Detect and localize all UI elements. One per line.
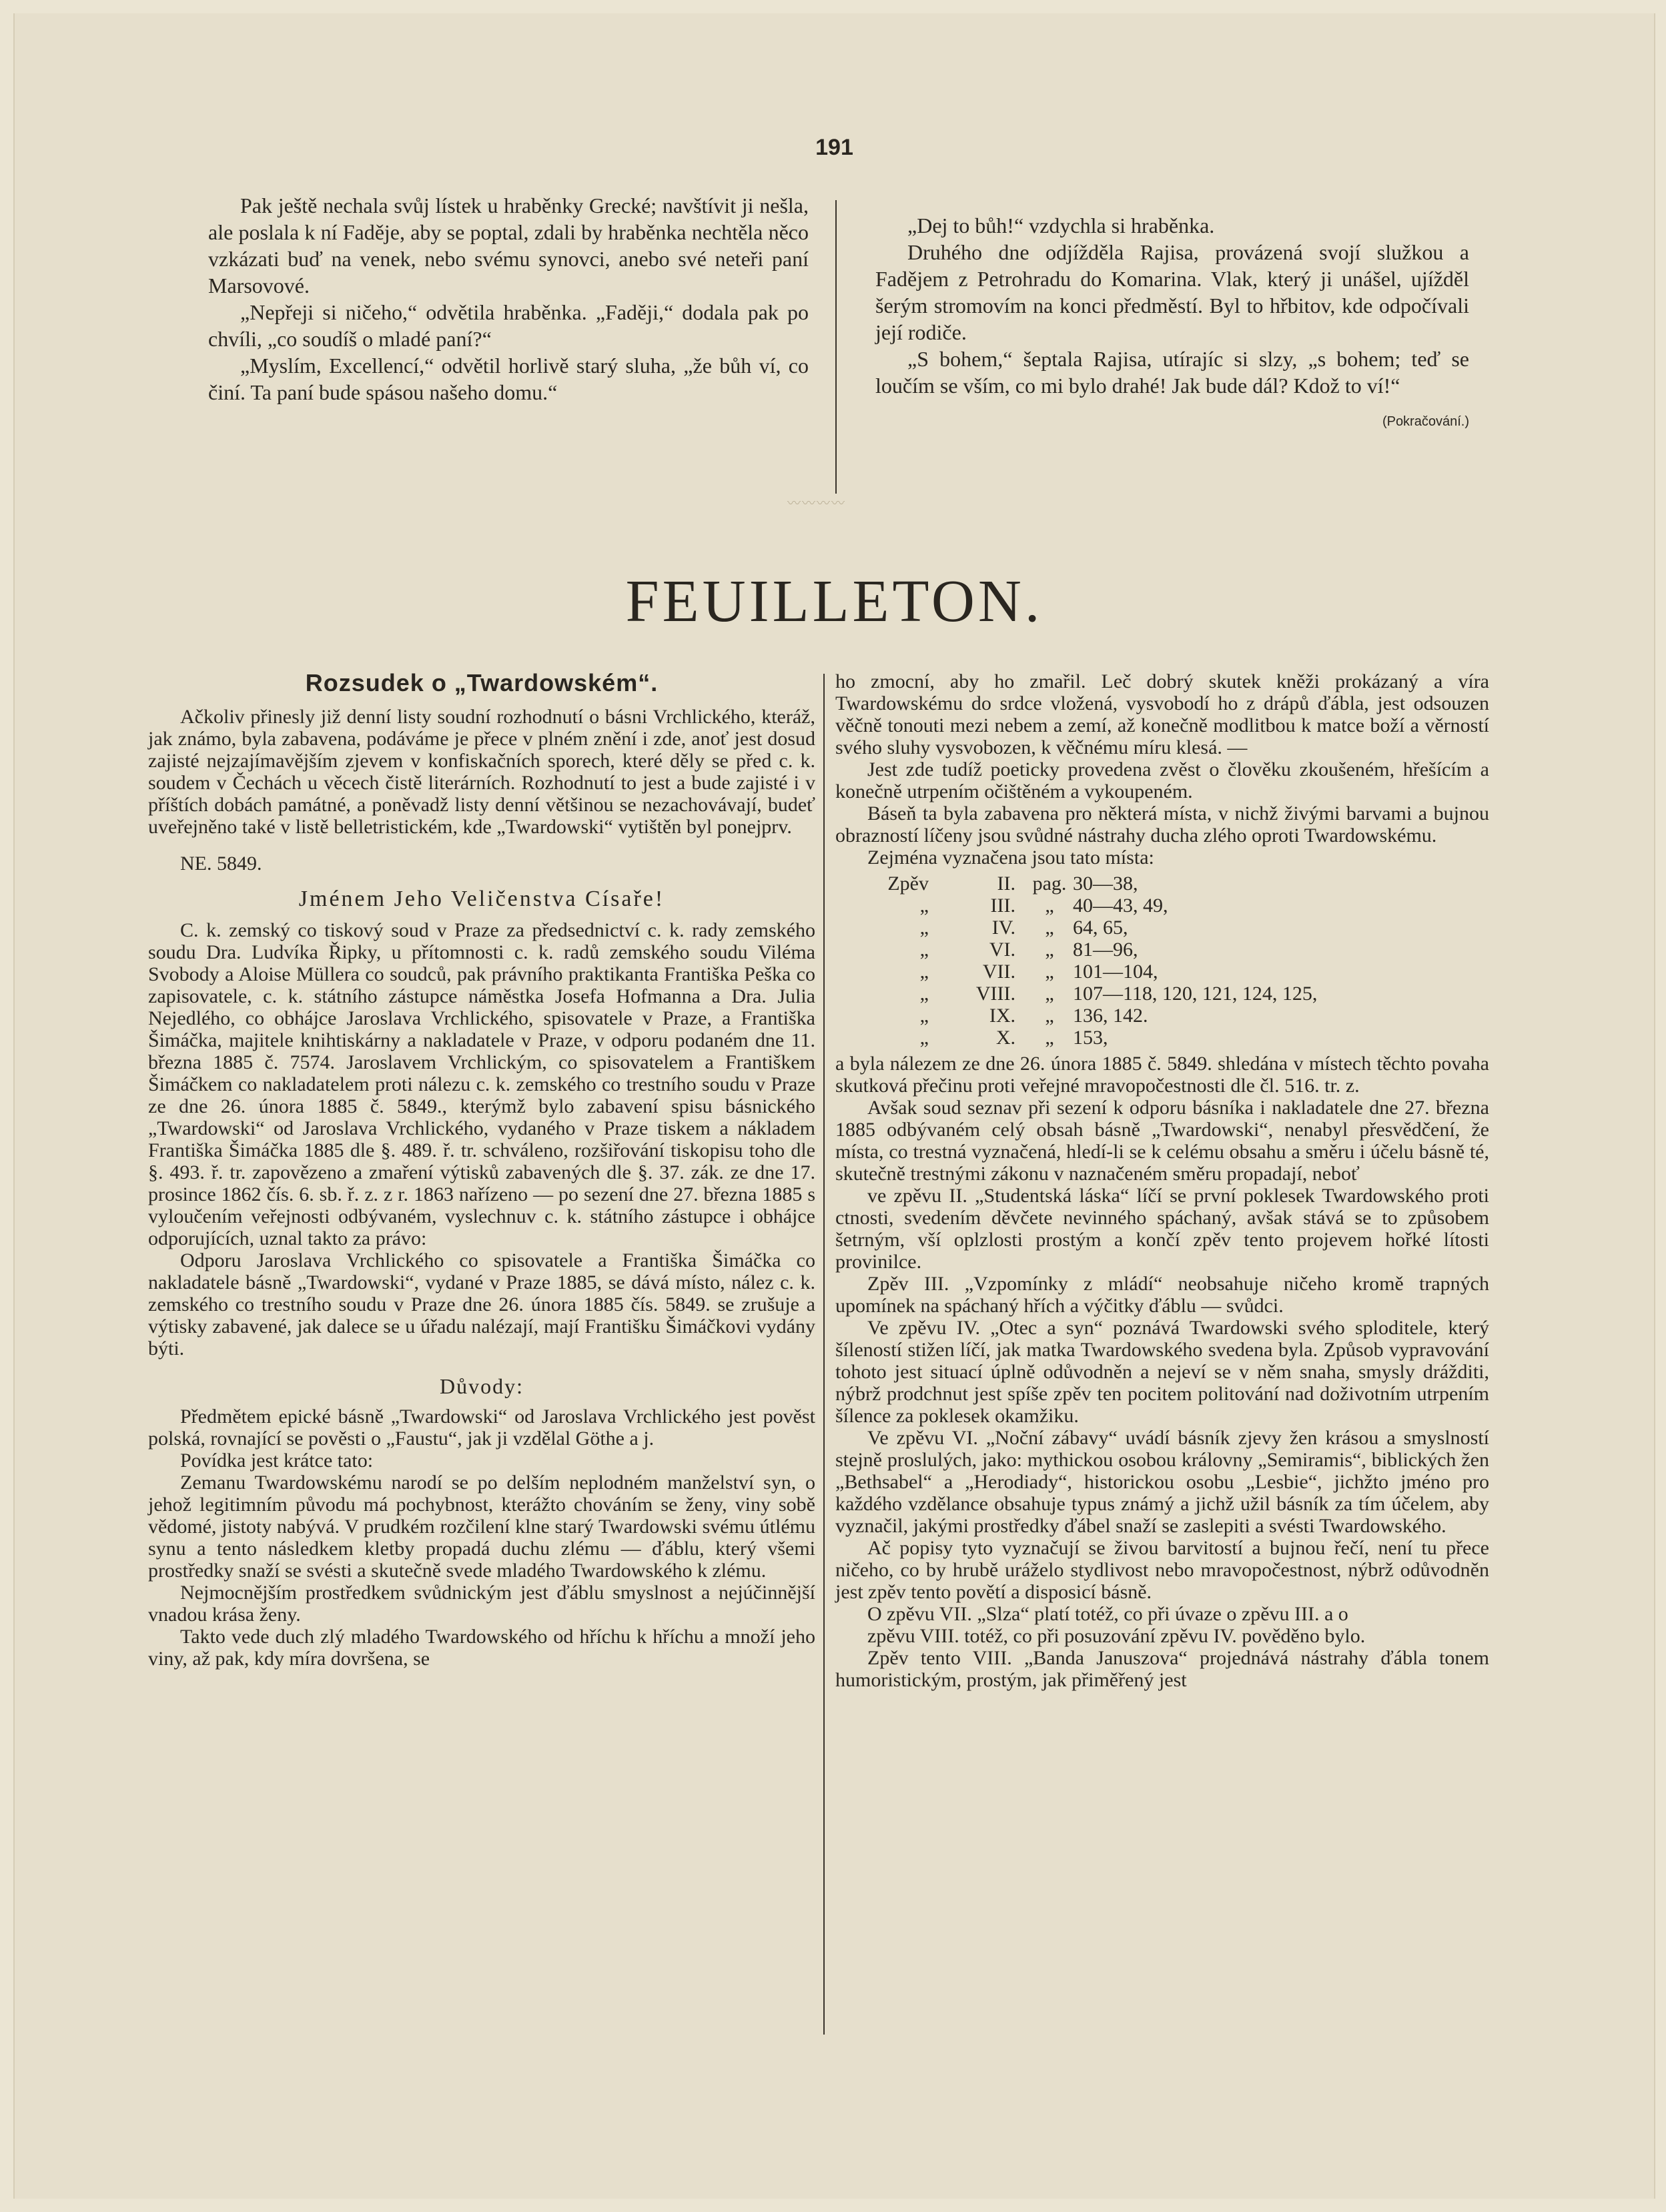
list-lead: „: [919, 961, 929, 983]
list-lead: „: [919, 939, 929, 961]
story-paragraph: „Myslím, Excellencí,“ odvětil horlivě starý sluha, „že bůh ví, co činí. Ta paní bude spásou našeho domu.“: [208, 354, 809, 404]
canto-number: IV.: [991, 917, 1015, 939]
story-paragraph: Druhého dne odjížděla Rajisa, provázená svojí služkou a Fadějem z Petrohradu do Komarina. Vlak, který ji unášel, ujížděl šerým stromovím na konci předměstí. Byl to hřbitov, kde odpočívali její rodiče.: [875, 240, 1469, 344]
section-title: FEUILLETON.: [625, 568, 1044, 634]
list-item: [835, 895, 1489, 917]
reasons-paragraph: Nejmocnějším prostředkem svůdnickým jest ďáblu smyslnost a nejúčinnější vnadou krása ženy.: [148, 1582, 815, 1626]
page-refs: 101—104,: [1073, 961, 1158, 983]
story-right-column: [875, 212, 1469, 435]
page-refs: 30—38,: [1073, 873, 1138, 895]
list-lead: „: [919, 895, 929, 917]
list-item: [835, 1005, 1489, 1027]
story-paragraph: Pak ještě nechala svůj lístek u hraběnky Grecké; navštívit ji nešla, ale poslala k ní Faděje, aby se poptal, zdali by hraběnka nechtěla něco vzkázati buď na venek, nebo svému synovci, anebo své neteři paní Marsovové.: [208, 193, 809, 298]
story-paragraph: „S bohem,“ šeptala Rajisa, utírajíc si slzy, „s bohem; teď se loučím se vším, co mi bylo drahé! Jak bude dál? Kdož to ví!“: [875, 347, 1469, 398]
article-paragraph: Zpěv tento VIII. „Banda Januszova“ projednává nástrahy ďábla tonem humoristickým, prostým, jak přiměřený jest: [835, 1647, 1489, 1691]
list-sep: „: [1045, 961, 1054, 983]
article-paragraph: Báseň ta byla zabavena pro některá místa, v nichž živými barvami a bujnou obrazností líčeny jsou svůdné nástrahy ducha zlého oproti Twardowskému.: [835, 802, 1489, 847]
article-paragraph: zpěvu VIII. totéž, co při posuzování zpěvu IV. pověděno bylo.: [867, 1625, 1366, 1647]
page-refs: 40—43, 49,: [1073, 895, 1168, 917]
list-item: [835, 917, 1489, 939]
list-lead: „: [919, 983, 929, 1005]
article-paragraph: ho zmocní, aby ho zmařil. Leč dobrý skutek kněži prokázaný a víra Twardowskému do srdce vložená, vysvobodí ho z drápů ďábla, jest odsouzen věčně tonouti mezi nebem a zemí, až konečně modlitbou k matce boží a věrností svého sluhy vysvobozen, k věčnému míru klesá. —: [835, 670, 1489, 758]
article-title: Rozsudek o „Twardowském“.: [305, 669, 659, 696]
canto-number: VI.: [989, 939, 1015, 961]
canto-number: X.: [995, 1027, 1015, 1049]
reasons-paragraph: Předmětem epické básně „Twardowski“ od Jaroslava Vrchlického jest pověst polská, rovnající se pověsti o „Faustu“, jak ji vzdělal Göthe a j.: [148, 1406, 815, 1450]
article-paragraph: Zpěv III. „Vzpomínky z mládí“ neobsahuje ničeho kromě trapných upomínek na spáchaný hřích a výčitky ďáblu — svůdci.: [835, 1273, 1489, 1317]
verdict-paragraph: C. k. zemský co tiskový soud v Praze za předsednictví c. k. rady zemského soudu Dra. Ludvíka Řipky, u přítomnosti c. k. radů zemského soudu Viléma Svobody a Aloise Müllera co soudců, pak právního praktikanta Františka Peška co zapisovatele, c. k. státního zástupce náměstka Josefa Hofmanna a Dra. Julia Nejedlého, co obhájce Jaroslava Vrchlického, spisovatele v Praze, a Františka Šimáčka, majitele knihtiskárny a nakladatele v Praze, v odporu podaném dne 11. března 1885 č. 7574. Jaroslavem Vrchlickým, co spisovatelem a Františkem Šimáčkem co nakladatelem proti nálezu c. k. zemského co trestního soudu v Praze ze dne 26. února 1885 č. 5849., kterýmž bylo zabavení spisu básnického „Twardowski“ od Jaroslava Vrchlického, vydaného v Praze tiskem a nákladem Františka Šimáčka 1885 dle §. 489. ř. tr. schváleno, rozšiřování tiskopisu toho dle §. 493. ř. tr. zapovězeno a zmaření výtisků zabavených dle §. 37. zák. ze dne 17. prosince 1862 čís. 6. sb. ř. z. z r. 1863 nařízeno — po sezení dne 27. března 1885 s vyloučením veřejnosti odbývaném, vyslechnuv c. k. státního zástupce i obhájce odporujících, uznal takto za právo:: [148, 919, 815, 1249]
list-lead: Zpěv: [887, 873, 929, 895]
canto-number: IX.: [989, 1005, 1015, 1027]
reasons-paragraph: Takto vede duch zlý mladého Twardowského od hříchu k hříchu a množí jeho viny, až pak, kdy míra dovršena, se: [148, 1626, 815, 1670]
wavy-ornament-divider: 〰〰〰〰: [787, 496, 846, 511]
page-refs: 136, 142.: [1073, 1005, 1148, 1027]
column-divider-bottom: [823, 674, 825, 2035]
page-number: 191: [815, 135, 853, 160]
page-refs: 107—118, 120, 121, 124, 125,: [1073, 983, 1318, 1005]
article-paragraph: Zejména vyznačena jsou tato místa:: [867, 847, 1154, 869]
list-sep: „: [1045, 939, 1054, 961]
canto-number: III.: [990, 895, 1015, 917]
canto-number: II.: [997, 873, 1015, 895]
page-refs: 81—96,: [1073, 939, 1138, 961]
list-sep: „: [1045, 1005, 1054, 1027]
newspaper-page: [13, 13, 1655, 2199]
reasons-heading: Důvody:: [440, 1374, 524, 1398]
list-sep: „: [1045, 895, 1054, 917]
article-paragraph: Ač popisy tyto vyznačují se živou barvitostí a bujnou řečí, není tu přece ničeho, co by hrubě uráželo stydlivost nebo mravopočestnost, nýbrž odůvodněn jest zpěv tento povětí a disposicí básně.: [835, 1537, 1489, 1603]
list-lead: „: [919, 1027, 929, 1049]
list-item: [835, 1027, 1489, 1049]
article-paragraph: ve zpěvu II. „Studentská láska“ líčí se první poklesek Twardowského proti ctnosti, svedením děvčete nevinného spáchaný, avšak stává se to způsobem šetrným, vší oplzlosti prostým a končí zpěv tento projevem hořké lítosti provinilce.: [835, 1185, 1489, 1273]
article-left-column: [148, 667, 815, 1670]
list-item: [835, 939, 1489, 961]
article-paragraph: Ve zpěvu IV. „Otec a syn“ poznává Twardowski svého sploditele, který šíleností stižen líčí, jak matka Twardowského svedena byla. Způsob vypravování tohoto jest situací úplně odůvodněn a nejeví se v něm snaha, smysly drážditi, nýbrž prodchnut jest spíše zpěv ten pocitem politování nad doživotním utrpením šílence za poklesek okamžiku.: [835, 1317, 1489, 1427]
list-item: [835, 983, 1489, 1005]
story-paragraph: „Dej to bůh!“ vzdychla si hraběnka.: [907, 213, 1215, 237]
column-divider-top: [835, 200, 837, 494]
reasons-paragraph: Povídka jest krátce tato:: [180, 1450, 374, 1472]
article-paragraph: Avšak soud seznav při sezení k odporu básníka i nakladatele dne 27. března 1885 odbývaném celý obsah básně „Twardowski“, nenabyl přesvědčení, že místa, co trestná vyznačená, hledí-li se k celému obsahu a směru i účelu básně té, skutečně trestnými zákonu v naznačeném směru propadají, neboť: [835, 1097, 1489, 1185]
list-sep: „: [1045, 983, 1054, 1005]
canto-number: VIII.: [975, 983, 1015, 1005]
page-refs: 153,: [1073, 1027, 1108, 1049]
verdict-paragraph: Odporu Jaroslava Vrchlického co spisovatele a Františka Šimáčka co nakladatele básně „Twardowski“, vydané v Praze 1885, se dává místo, nález c. k. zemského co trestního soudu v Praze dne 26. února 1885 čís. 5849. se zrušuje a výtisky zabavené, jak dalece se u úřadu nalézají, mají Františku Šimáčkovi vydány býti.: [148, 1249, 815, 1359]
list-item: [835, 873, 1489, 895]
list-sep: „: [1045, 1027, 1054, 1049]
story-paragraph: „Nepřeji si ničeho,“ odvětila hraběnka. „Faději,“ dodala pak po chvíli, „co soudíš o mladé paní?“: [208, 300, 809, 351]
article-intro: Ačkoliv přinesly již denní listy soudní rozhodnutí o básni Vrchlického, kteráž, jak známo, byla zabavena, podáváme je přece v plném znění i zde, anoť jest dosud zajisté nejzajímavějším zjevem v konfiskačních sporech, které děly se před c. k. soudem v Čechách u věcech čistě literárních. Rozhodnutí to jest a bude zajisté i v příštích dobách památné, a poněvadž listy denní většinou se nezachovávají, budeť uveřejněno také v listě belletristickém, kde „Twardowski“ vytištěn byl ponejprv.: [148, 706, 815, 838]
canto-number: VII.: [982, 961, 1015, 983]
page-refs: 64, 65,: [1073, 917, 1128, 939]
reasons-paragraph: Zemanu Twardowskému narodí se po delším neplodném manželství syn, o jehož legitimním původu má pochybnost, kterážto chováním se ženy, viny sobě vědomé, jistoty nabývá. V prudkém rozčilení klne starý Twardowski svému útlému synu a tento následkem kletby propadá duchu zlému — ďáblu, který všemi prostředky snaží se svésti a skutečně svede mladého Twardowského k zlému.: [148, 1472, 815, 1582]
article-right-column: [835, 670, 1489, 1691]
verdict-heading: Jménem Jeho Veličenstva Císaře!: [298, 887, 665, 911]
article-paragraph: a byla nálezem ze dne 26. února 1885 č. 5849. shledána v místech těchto povaha skutková přečinu proti veřejné mravopočestnosti dle čl. 516. tr. z.: [835, 1053, 1489, 1097]
continuation-note: (Pokračování.): [1382, 414, 1469, 429]
list-item: [835, 961, 1489, 983]
cited-places-list: [835, 873, 1489, 1049]
case-number: NE. 5849.: [180, 853, 262, 875]
list-lead: „: [919, 1005, 929, 1027]
article-paragraph: Jest zde tudíž poeticky provedena zvěst o člověku zkoušeném, hřešícím a konečně utrpením očištěném a vykoupeném.: [835, 758, 1489, 802]
list-sep: „: [1045, 917, 1054, 939]
list-lead: „: [919, 917, 929, 939]
article-paragraph: Ve zpěvu VI. „Noční zábavy“ uvádí básník zjevy žen krásou a smyslností stejně proslulých, jako: mythickou osobou královny „Semiramis“, biblických žen „Bethsabel“ a „Herodiady“, historickou osobu „Lesbie“, jichžto jméno pro každého vzdělance obsahuje typus známý a jichž užil básník za tím účelem, aby vyznačil, jakými prostředky ďábel snaží se zaslepiti a svésti Twardowského.: [835, 1427, 1489, 1537]
story-left-column: [208, 192, 809, 406]
list-sep: pag.: [1032, 873, 1067, 895]
article-paragraph: O zpěvu VII. „Slza“ platí totéž, co při úvaze o zpěvu III. a o: [867, 1603, 1348, 1625]
